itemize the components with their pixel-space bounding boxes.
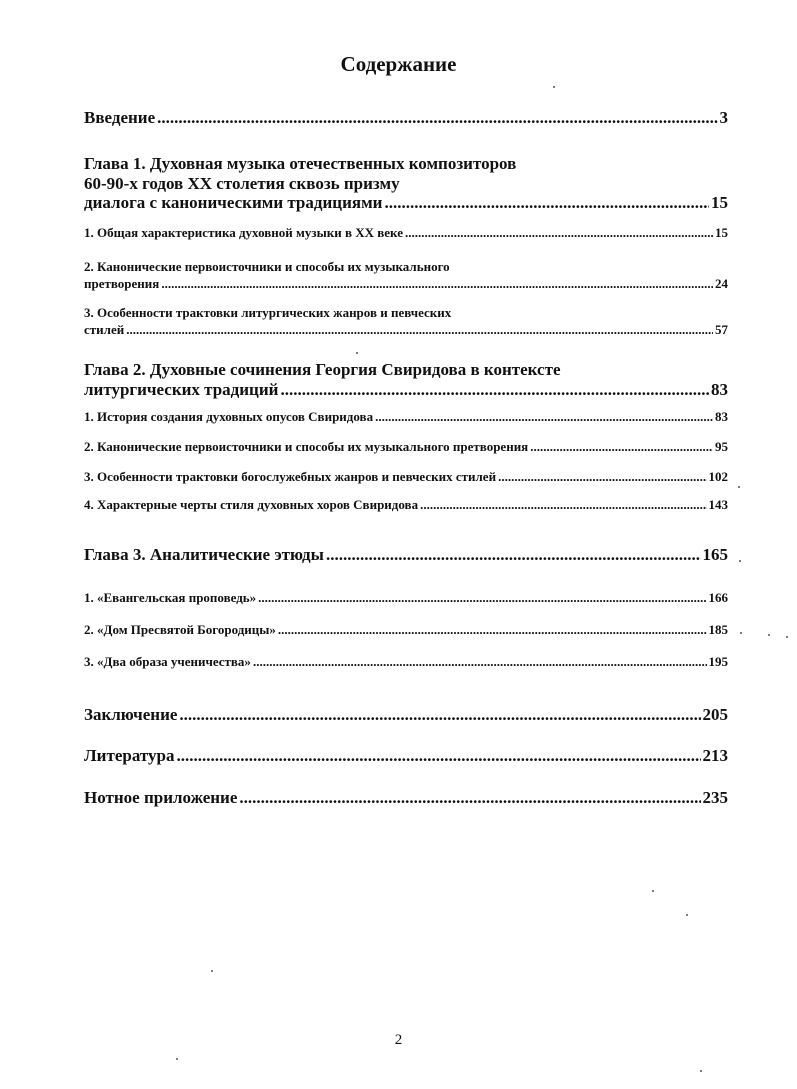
toc-chapter-heading: литургических традиций <box>84 379 279 399</box>
dot-leader <box>161 277 713 292</box>
toc-page-number: 143 <box>708 497 728 512</box>
toc-chapter-heading: Глава 2. Духовные сочинения Георгия Свиридова в контексте <box>84 360 561 379</box>
toc-page-number: 15 <box>715 225 728 240</box>
scan-speck <box>700 1070 702 1072</box>
scan-speck <box>786 636 788 638</box>
toc-chapter-heading: Глава 1. Духовная музыка отечественных композиторов <box>84 154 517 173</box>
toc-chapter-heading: Глава 3. Аналитические этюды <box>84 545 324 564</box>
toc-page-number: 213 <box>702 746 728 765</box>
dot-leader <box>375 410 713 425</box>
toc-entry-text: 3. «Два образа ученичества» <box>84 654 251 669</box>
toc-entry-literature <box>84 746 728 766</box>
dot-leader <box>126 323 713 338</box>
scan-speck <box>356 352 358 354</box>
toc-section-3-2 <box>84 623 728 638</box>
toc-entry-intro <box>84 108 728 128</box>
scan-speck <box>686 914 688 916</box>
scan-speck <box>739 560 741 562</box>
toc-chapter-heading: 60-90-х годов XX столетия сквозь призму <box>84 173 400 193</box>
toc-entry-conclusion <box>84 705 728 725</box>
dot-leader <box>157 108 717 128</box>
dot-leader <box>498 470 706 485</box>
toc-entry-appendix <box>84 788 728 808</box>
page-number: 2 <box>394 1032 403 1048</box>
dot-leader <box>384 193 709 213</box>
toc-chapter-heading: диалога с каноническими традициями <box>84 193 383 213</box>
dot-leader <box>278 623 707 638</box>
toc-page-number: 205 <box>702 705 728 724</box>
dot-leader <box>420 498 706 513</box>
scan-speck <box>740 632 742 634</box>
toc-entry-text: стилей <box>84 321 125 337</box>
toc-page-number: 166 <box>708 590 728 605</box>
toc-page-number: 235 <box>702 788 728 807</box>
toc-chapter-1 <box>84 154 728 213</box>
dot-leader <box>280 380 709 400</box>
dot-leader <box>530 440 713 455</box>
dot-leader <box>176 746 700 766</box>
toc-section-1-1 <box>84 226 728 241</box>
toc-page-number: 95 <box>715 439 728 454</box>
toc-page-number: 185 <box>708 622 728 637</box>
toc-page-number: 3 <box>719 108 728 127</box>
toc-page-number: 15 <box>711 193 728 213</box>
toc-page-number: 102 <box>708 469 728 484</box>
toc-entry-text: 4. Характерные черты стиля духовных хоров Свиридова <box>84 497 419 512</box>
dot-leader <box>179 705 700 725</box>
toc-entry-text: Нотное приложение <box>84 788 238 807</box>
toc-entry-text: Литература <box>84 746 175 765</box>
toc-chapter-3 <box>84 545 728 565</box>
dot-leader <box>258 591 706 606</box>
toc-section-1-2 <box>84 260 728 292</box>
toc-chapter-2 <box>84 360 728 399</box>
toc-section-3-1 <box>84 591 728 606</box>
scan-speck <box>553 86 555 88</box>
toc-entry-text: 3. Особенности трактовки литургических жанров и певческих <box>84 305 452 320</box>
toc-entry-text: Введение <box>84 108 156 127</box>
toc-page-number: 24 <box>715 275 728 291</box>
toc-entry-text: 1. «Евангельская проповедь» <box>84 590 257 605</box>
toc-page-number: 57 <box>715 321 728 337</box>
scan-speck <box>211 970 213 972</box>
toc-entry-text: 1. История создания духовных опусов Свиридова <box>84 409 374 424</box>
toc-page-number: 83 <box>715 409 728 424</box>
toc-section-2-2 <box>84 440 728 455</box>
scan-speck <box>768 634 770 636</box>
toc-section-2-4 <box>84 498 728 513</box>
toc-section-2-3 <box>84 470 728 485</box>
toc-entry-text: 2. «Дом Пресвятой Богородицы» <box>84 622 276 637</box>
scan-speck <box>652 890 654 892</box>
toc-entry-text: 2. Канонические первоисточники и способы их музыкального претворения <box>84 439 529 454</box>
toc-entry-text: 2. Канонические первоисточники и способы их музыкального <box>84 259 450 274</box>
toc-page-number: 165 <box>702 545 728 564</box>
toc-entry-text: Заключение <box>84 705 178 724</box>
toc-section-1-3 <box>84 306 728 338</box>
toc-entry-text: претворения <box>84 275 160 291</box>
scan-speck <box>738 486 740 488</box>
toc-page-number: 195 <box>708 654 728 669</box>
dot-leader <box>405 226 713 241</box>
toc-page-number: 83 <box>711 379 728 399</box>
dot-leader <box>253 655 707 670</box>
page-title: Содержание <box>340 52 457 76</box>
toc-section-3-3 <box>84 655 728 670</box>
toc-section-2-1 <box>84 410 728 425</box>
dot-leader <box>326 545 701 565</box>
toc-entry-text: 1. Общая характеристика духовной музыки в XX веке <box>84 225 403 240</box>
toc-entry-text: 3. Особенности трактовки богослужебных жанров и певческих стилей <box>84 469 497 484</box>
dot-leader <box>239 788 700 808</box>
scan-speck <box>176 1058 178 1060</box>
